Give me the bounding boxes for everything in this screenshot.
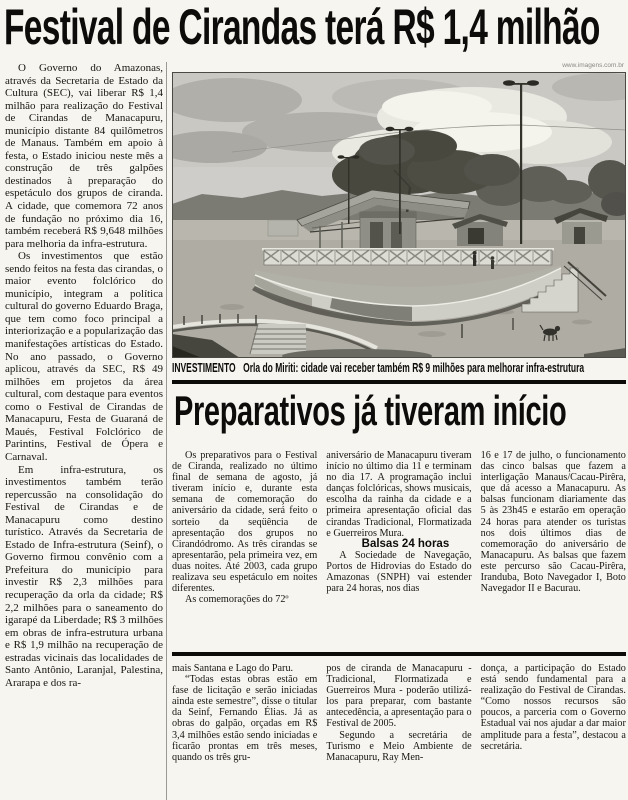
article1-paragraph-2: Os investimentos que estão sendo feitos na festa das cirandas, o maior evento folclórico do município, integram a política cultural do governo Eduardo Braga, que tem como foco principal a interiorização e a popularização das manifestações artísticas do Estado. No ano passado, o Governo aplicou, através da SEC, R$ 49 milhões em projetos da área cultural, com destaque para eventos como o Festival de Cirandas de Manacapuru, Festa de Guaraná de Maués, Festival Folclórico de Parintins, Festival de Ópera e Carnaval. bbox=[5, 250, 163, 463]
article2-paragraph: 16 e 17 de julho, o funcionamento das cinco balsas que fazem a interligação Manaus/Cacau-Pirêra, que dá acesso a Manacapuru. As balsas funcionam diariamente das 5 às 23h45 e estarão em operação 24 horas para atender os turistas nos dois últimos dias de comemoração do aniversário de Manacapuru. As balsas que fazem este percurso são Cacau-Pirêra, Iranduba, Boto Navegador I, Boto Navegador II e Bacurau. bbox=[480, 450, 626, 595]
caption-text: Orla do Miriti: cidade vai receber também R$ 9 milhões para melhorar infra-estrutura bbox=[243, 361, 585, 375]
continuation-paragraph: pos de ciranda de Manacapuru - Tradicional, Flormatizada e Guerreiros Mura - poderão utilizá-los para preparar, com bastante antecedência, a apresentação para o Festival de 2005. bbox=[326, 663, 472, 730]
front-stairs bbox=[250, 324, 306, 354]
article2-column-1 bbox=[172, 450, 317, 650]
article1-paragraph-1: O Governo do Amazonas, através da Secretaria de Estado da Cultura (SEC), vai liberar R$ 1,4 milhão para realização do Festival de Cirandas de Manacapuru, município distante 84 quilômetros de Manaus. Também em apoio à festa, o Estado iniciou neste mês a construção de três galpões destinados à preparação do espetáculo dos grupos de ciranda. A cidade, que comemora 72 anos de fundação no próximo dia 16, também receberá R$ 9,648 milhões para melhoria da infra-estrutura. bbox=[5, 62, 163, 250]
continuation-column-2 bbox=[326, 663, 471, 800]
main-headline: Festival de Cirandas terá R$ 1,4 milhão bbox=[4, 0, 600, 55]
platform-balustrade bbox=[262, 248, 554, 265]
continuation-column-1 bbox=[172, 663, 317, 800]
column-divider bbox=[166, 62, 167, 800]
article1-continuation-columns bbox=[172, 663, 626, 800]
photo-caption bbox=[172, 361, 584, 375]
continuation-paragraph: donça, a participação do Estado está sendo fundamental para a realização do Festival de Cirandas. “Como nossos recursos são poucos, a parceria com o Governo Estadual vai nos ajudar a dar maior amplitude para a festa”, destacou a secretária. bbox=[480, 663, 626, 752]
article2-paragraph: Os preparativos para o Festival de Ciranda, realizado no último final de semana de agosto, já tiveram início e, durante esta semana de comemoração do aniversário da cidade, será feito o sorteio da seqüência de apresentação dos grupos no Cirandódromo. As três cirandas se apresentarão, pela primeira vez, em duas noites. Até 2003, cada grupo realizava seu espetáculo em noites diferentes. bbox=[172, 450, 318, 595]
section-divider-top bbox=[172, 380, 626, 384]
right-section bbox=[172, 62, 626, 800]
article2-paragraph: As comemorações do 72º bbox=[185, 594, 289, 606]
article2-paragraph: aniversário de Manacapuru tiveram início no último dia 11 e terminam no dia 17. A programação inclui danças folclóricas, shows musicais, escolha da rainha da cidade e a primeira apresentação oficial das cirandas Tradicional, Flormatizada e Guerreiros Mura. bbox=[326, 450, 472, 539]
photo-watermark: www.imagens.com.br bbox=[562, 62, 624, 69]
article1-paragraph-3: Em infra-estrutura, os investimentos também terão repercussão na consolidação do Festival de Cirandas e de Manacapuru como destino turístico. Através da Secretaria de Estado de Infra-estrutura (Seinf), o Governo firmou convênio com a Prefeitura do município para investir R$ 2,3 milhões para recuperação da orla da cidade; R$ 2,2 milhões para o saneamento do igarapé da Liberdade; R$ 3 milhões em obras de infra-estrutura urbana e R$ 1,9 milhão na recuperação de estradas vicinais das localidades de Santo Antônio, Laranjal, Palestina, Ararapa e dos ra- bbox=[5, 463, 163, 689]
continuation-column-3 bbox=[481, 663, 626, 800]
secondary-headline: Preparativos já tiveram início bbox=[174, 387, 567, 434]
article2-column-2 bbox=[326, 450, 471, 650]
photo-orla-do-miriti bbox=[172, 72, 626, 358]
continuation-paragraph: “Todas estas obras estão em fase de licitação e serão iniciadas ainda este semestre”, disse o titular da Seinf, Fernando Élias. Já as obras do galpão, orçadas em R$ 3,4 milhões estão sendo iniciadas e ficarão prontas em três meses, quando os três gru- bbox=[172, 674, 318, 763]
article1-column bbox=[5, 62, 163, 798]
article2-column-3 bbox=[481, 450, 626, 650]
article2-paragraph: A Sociedade de Navegação, Portos de Hidrovias do Estado do Amazonas (SNPH) vai estender para 24 horas, nos dias bbox=[326, 549, 472, 595]
continuation-paragraph: Segundo a secretária de Turismo e Meio Ambiente de Manacapuru, Ray Men- bbox=[326, 729, 472, 763]
section-divider-bottom bbox=[172, 652, 626, 656]
article2-columns bbox=[172, 450, 626, 650]
continuation-paragraph: mais Santana e Lago do Paru. bbox=[172, 663, 294, 674]
caption-label: INVESTIMENTO bbox=[172, 361, 236, 375]
small-building-left bbox=[268, 220, 298, 236]
subhead-balsas-24-horas: Balsas 24 horas bbox=[361, 537, 450, 550]
